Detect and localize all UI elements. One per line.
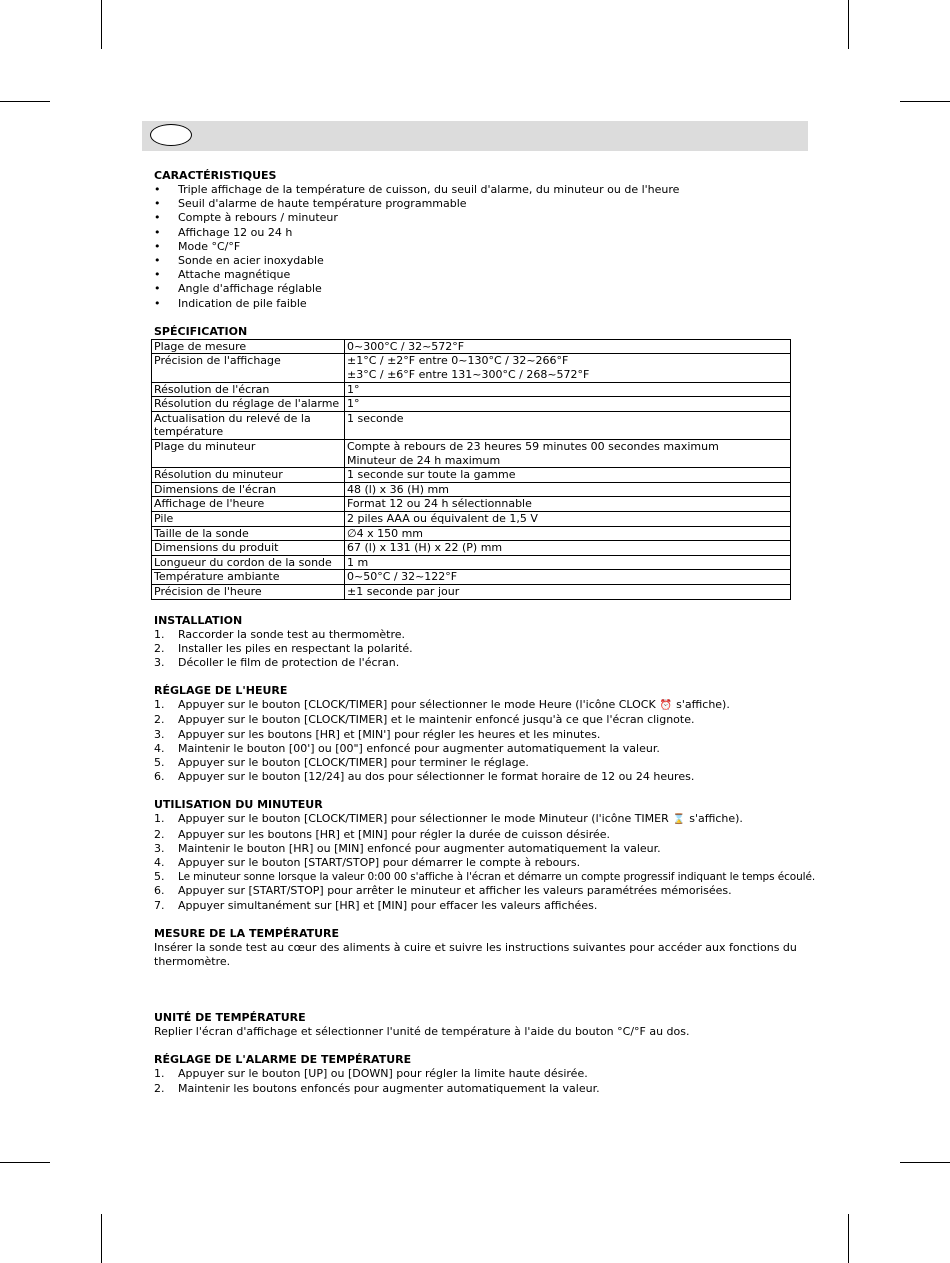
timer-steps bbox=[154, 812, 816, 912]
crop-mark bbox=[101, 1214, 102, 1263]
list-item bbox=[154, 742, 799, 756]
paragraph: Replier l'écran d'affichage et sélectionner l'unité de température à l'aide du bouton °C/°F au dos. bbox=[154, 1025, 690, 1039]
spec-value bbox=[345, 468, 791, 483]
table-row bbox=[152, 584, 791, 599]
crop-mark bbox=[101, 0, 102, 49]
step-number: 2. bbox=[154, 1081, 165, 1095]
list-item bbox=[154, 870, 816, 884]
spec-value bbox=[345, 411, 791, 439]
bullet: • bbox=[154, 225, 161, 239]
list-item bbox=[154, 884, 799, 898]
spec-value-line: Compte à rebours de 23 heures 59 minutes 00 secondes maximum bbox=[347, 439, 719, 453]
spec-value-line: 2 piles AAA ou équivalent de 1,5 V bbox=[347, 511, 538, 525]
table-row bbox=[152, 482, 791, 497]
list-item bbox=[154, 842, 799, 856]
step-text: s'affiche). bbox=[689, 812, 743, 826]
list-item bbox=[154, 211, 799, 225]
list-item bbox=[154, 756, 799, 770]
bullet: • bbox=[154, 239, 161, 253]
table-row bbox=[152, 468, 791, 483]
spec-label: Affichage de l'heure bbox=[152, 497, 345, 512]
step-text: Le minuteur sonne lorsque la valeur 0:00 00 s'affiche à l'écran et démarre un compte progressif indiquant le temps écoulé. bbox=[178, 871, 816, 884]
step-text: Appuyer sur le bouton [CLOCK/TIMER] pour sélectionner le mode Minuteur (l'icône TIMER bbox=[178, 812, 669, 826]
bullet: • bbox=[154, 254, 161, 268]
list-item bbox=[154, 812, 799, 827]
measure-section bbox=[154, 927, 799, 969]
step-number: 6. bbox=[154, 770, 165, 784]
timer-section bbox=[154, 798, 816, 912]
spec-label: Plage de mesure bbox=[152, 339, 345, 354]
step-number: 1. bbox=[154, 627, 165, 641]
spec-label: Précision de l'heure bbox=[152, 584, 345, 599]
step-number: 7. bbox=[154, 898, 165, 912]
step-number: 3. bbox=[154, 655, 165, 669]
spec-value-line: Format 12 ou 24 h sélectionnable bbox=[347, 497, 532, 511]
list-item bbox=[154, 240, 799, 254]
bullet: • bbox=[154, 268, 161, 282]
step-number: 5. bbox=[154, 870, 165, 884]
step-number: 3. bbox=[154, 727, 165, 741]
list-item bbox=[154, 197, 799, 211]
step-text: Appuyer sur les boutons [HR] et [MIN'] pour régler les heures et les minutes. bbox=[178, 727, 601, 741]
spec-label: Dimensions de l'écran bbox=[152, 482, 345, 497]
spec-value-line: Minuteur de 24 h maximum bbox=[347, 453, 501, 467]
spec-value bbox=[345, 339, 791, 354]
step-number: 1. bbox=[154, 1067, 165, 1081]
spec-section bbox=[154, 325, 799, 600]
spec-value bbox=[345, 397, 791, 412]
spec-value bbox=[345, 497, 791, 512]
language-badge bbox=[150, 124, 192, 146]
alarm-steps bbox=[154, 1067, 799, 1095]
step-number: 6. bbox=[154, 884, 165, 898]
crop-mark bbox=[848, 0, 849, 49]
list-item bbox=[154, 1067, 799, 1081]
step-text: Appuyer sur le bouton [CLOCK/TIMER] pour terminer le réglage. bbox=[178, 755, 529, 769]
table-row bbox=[152, 511, 791, 526]
step-text: Appuyer sur le bouton [CLOCK/TIMER] pour sélectionner le mode Heure (l'icône CLOCK bbox=[178, 698, 656, 712]
manual-content bbox=[154, 169, 816, 1096]
table-row bbox=[152, 555, 791, 570]
alarm-section bbox=[154, 1053, 799, 1095]
spec-label: Résolution du minuteur bbox=[152, 468, 345, 483]
section-title: UNITÉ DE TEMPÉRATURE bbox=[154, 1011, 306, 1025]
spec-value-line: 1 m bbox=[347, 555, 369, 569]
crop-mark bbox=[0, 1162, 50, 1163]
table-row bbox=[152, 497, 791, 512]
step-text: Appuyer sur le bouton [CLOCK/TIMER] et le maintenir enfoncé jusqu'à ce que l'écran clignote. bbox=[178, 713, 695, 727]
spec-value-line: ±1 seconde par jour bbox=[347, 584, 460, 598]
spec-label: Précision de l'affichage bbox=[152, 354, 345, 382]
table-row bbox=[152, 411, 791, 439]
bullet: • bbox=[154, 183, 161, 196]
list-item bbox=[154, 1082, 799, 1096]
table-row bbox=[152, 541, 791, 556]
bullet: • bbox=[154, 296, 161, 310]
step-text: Appuyer sur le bouton [12/24] au dos pour sélectionner le format horaire de 12 ou 24 heures. bbox=[178, 770, 695, 784]
features-section bbox=[154, 169, 799, 311]
spec-table bbox=[151, 339, 791, 600]
clock-section bbox=[154, 684, 799, 784]
spec-value bbox=[345, 584, 791, 599]
features-list bbox=[154, 183, 799, 311]
table-row bbox=[152, 570, 791, 585]
table-row bbox=[152, 439, 791, 467]
spec-label: Pile bbox=[152, 511, 345, 526]
list-item bbox=[154, 226, 799, 240]
installation-section bbox=[154, 614, 799, 671]
spec-value bbox=[345, 439, 791, 467]
section-title: CARACTÉRISTIQUES bbox=[154, 169, 277, 182]
step-number: 2. bbox=[154, 713, 165, 727]
step-text: Appuyer sur [START/STOP] pour arrêter le minuteur et afficher les valeurs paramétrées mémorisées. bbox=[178, 884, 732, 898]
list-item bbox=[154, 856, 799, 870]
table-row bbox=[152, 382, 791, 397]
spec-label: Dimensions du produit bbox=[152, 541, 345, 556]
spec-value-line: 1 seconde bbox=[347, 411, 404, 425]
list-item bbox=[154, 282, 799, 296]
section-title: SPÉCIFICATION bbox=[154, 324, 248, 338]
spec-value bbox=[345, 382, 791, 397]
step-number: 2. bbox=[154, 641, 165, 655]
spec-value-line: 0~50°C / 32~122°F bbox=[347, 570, 458, 584]
list-item-text: Triple affichage de la température de cuisson, du seuil d'alarme, du minuteur ou de l'heure bbox=[178, 183, 680, 196]
step-text: Raccorder la sonde test au thermomètre. bbox=[178, 627, 406, 641]
step-text: Appuyer sur les boutons [HR] et [MIN] pour régler la durée de cuisson désirée. bbox=[178, 827, 611, 841]
paragraph: Insérer la sonde test au cœur des aliments à cuire et suivre les instructions suivantes pour accéder aux fonctions du thermomètre. bbox=[154, 940, 797, 968]
step-number: 1. bbox=[154, 698, 165, 712]
spec-value bbox=[345, 354, 791, 382]
spec-value bbox=[345, 541, 791, 556]
spec-value bbox=[345, 570, 791, 585]
spec-value-line: 1° bbox=[347, 382, 360, 396]
spec-label: Température ambiante bbox=[152, 570, 345, 585]
step-text: Décoller le film de protection de l'écran. bbox=[178, 655, 400, 669]
header-band bbox=[142, 121, 808, 151]
crop-mark bbox=[900, 101, 950, 102]
list-item-text: Indication de pile faible bbox=[178, 296, 307, 310]
installation-steps bbox=[154, 628, 799, 671]
list-item bbox=[154, 899, 799, 913]
list-item bbox=[154, 698, 799, 713]
crop-mark bbox=[0, 101, 50, 102]
step-text: Maintenir les boutons enfoncés pour augmenter automatiquement la valeur. bbox=[178, 1081, 600, 1095]
crop-mark bbox=[848, 1214, 849, 1263]
spec-label: Taille de la sonde bbox=[152, 526, 345, 541]
clock-steps bbox=[154, 698, 799, 784]
unit-section bbox=[154, 1011, 799, 1039]
spec-value bbox=[345, 511, 791, 526]
table-row bbox=[152, 354, 791, 382]
list-item bbox=[154, 656, 799, 670]
step-number: 3. bbox=[154, 841, 165, 855]
step-text: Appuyer sur le bouton [UP] ou [DOWN] pour régler la limite haute désirée. bbox=[178, 1067, 588, 1081]
step-text: Maintenir le bouton [00'] ou [00"] enfoncé pour augmenter automatiquement la valeur. bbox=[178, 741, 660, 755]
section-title: RÉGLAGE DE L'ALARME DE TEMPÉRATURE bbox=[154, 1053, 412, 1067]
table-row bbox=[152, 526, 791, 541]
section-title: RÉGLAGE DE L'HEURE bbox=[154, 684, 288, 698]
list-item bbox=[154, 728, 799, 742]
step-text: Appuyer simultanément sur [HR] et [MIN] pour effacer les valeurs affichées. bbox=[178, 898, 598, 912]
spec-label: Longueur du cordon de la sonde bbox=[152, 555, 345, 570]
spec-value-line: ±3°C / ±6°F entre 131~300°C / 268~572°F bbox=[347, 368, 590, 382]
step-text: Maintenir le bouton [HR] ou [MIN] enfoncé pour augmenter automatiquement la valeur. bbox=[178, 841, 661, 855]
spec-label: Plage du minuteur bbox=[152, 439, 345, 467]
list-item-text: Sonde en acier inoxydable bbox=[178, 254, 324, 268]
list-item bbox=[154, 770, 799, 784]
step-number: 4. bbox=[154, 855, 165, 869]
spec-value-line: 48 (l) x 36 (H) mm bbox=[347, 482, 449, 496]
spec-value bbox=[345, 482, 791, 497]
list-item bbox=[154, 713, 799, 727]
section-title: MESURE DE LA TEMPÉRATURE bbox=[154, 926, 340, 940]
list-item-text: Compte à rebours / minuteur bbox=[178, 211, 338, 225]
list-item-text: Seuil d'alarme de haute température programmable bbox=[178, 197, 467, 211]
spec-value-line: 1° bbox=[347, 397, 360, 411]
spec-value-line: 1 seconde sur toute la gamme bbox=[347, 468, 516, 482]
spec-value bbox=[345, 555, 791, 570]
step-number: 5. bbox=[154, 755, 165, 769]
list-item bbox=[154, 268, 799, 282]
spec-label: Résolution de l'écran bbox=[152, 382, 345, 397]
list-item bbox=[154, 642, 799, 656]
list-item-text: Mode °C/°F bbox=[178, 239, 241, 253]
alarm-clock-icon: ⏰ bbox=[659, 700, 673, 712]
list-item-text: Angle d'affichage réglable bbox=[178, 282, 322, 296]
bullet: • bbox=[154, 211, 161, 225]
step-number: 4. bbox=[154, 741, 165, 755]
bullet: • bbox=[154, 197, 161, 211]
spec-value-line: ±1°C / ±2°F entre 0~130°C / 32~266°F bbox=[347, 354, 569, 368]
spec-label: Résolution du réglage de l'alarme bbox=[152, 397, 345, 412]
step-text: Installer les piles en respectant la polarité. bbox=[178, 641, 413, 655]
list-item bbox=[154, 183, 799, 197]
list-item bbox=[154, 828, 799, 842]
step-number: 1. bbox=[154, 812, 165, 826]
hourglass-icon: ⌛ bbox=[672, 814, 686, 826]
list-item bbox=[154, 254, 799, 268]
step-text: s'affiche). bbox=[676, 698, 730, 712]
table-row bbox=[152, 339, 791, 354]
section-title: UTILISATION DU MINUTEUR bbox=[154, 798, 323, 812]
table-row bbox=[152, 397, 791, 412]
spec-value-line: ∅4 x 150 mm bbox=[347, 526, 424, 540]
list-item bbox=[154, 297, 799, 311]
list-item-text: Attache magnétique bbox=[178, 268, 291, 282]
bullet: • bbox=[154, 282, 161, 296]
spec-label: Actualisation du relevé de la température bbox=[152, 411, 345, 439]
step-text: Appuyer sur le bouton [START/STOP] pour démarrer le compte à rebours. bbox=[178, 855, 581, 869]
list-item bbox=[154, 628, 799, 642]
spec-value-line: 0~300°C / 32~572°F bbox=[347, 339, 465, 353]
step-number: 2. bbox=[154, 827, 165, 841]
section-title: INSTALLATION bbox=[154, 613, 243, 627]
crop-mark bbox=[900, 1162, 950, 1163]
list-item-text: Affichage 12 ou 24 h bbox=[178, 225, 293, 239]
spec-value bbox=[345, 526, 791, 541]
spec-value-line: 67 (l) x 131 (H) x 22 (P) mm bbox=[347, 541, 503, 555]
